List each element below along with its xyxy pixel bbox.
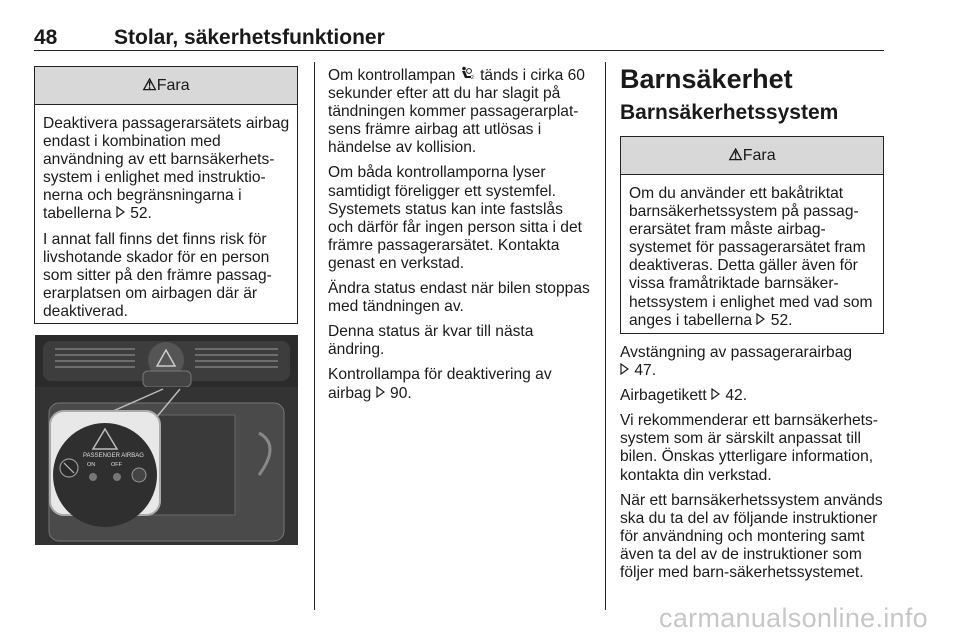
page-ref-arrow-icon (756, 312, 766, 330)
page-reference-link[interactable]: 52. (130, 205, 152, 223)
page-ref-arrow-icon (376, 385, 386, 403)
paragraph: Vi rekommenderar ett barnsäkerhets-system som är särskilt anpassat till bilen. Önskas ytterligare information, kontakta din verkstad. (620, 412, 878, 484)
warning-body (621, 175, 883, 343)
page-ref-arrow-icon (711, 387, 721, 405)
warning-paragraph: Deaktivera passagerarsätets airbag endast i kombination med användning av ett barnsäkerhets-system i enlighet med instruktio-nerna och begränsningarna i tabellerna 52. (43, 115, 290, 223)
subsection-heading: Barnsäkerhetssystem (620, 101, 839, 124)
paragraph: Om båda kontrollamporna lyser samtidigt föreligger ett systemfel. Systemets status kan inte fastslås och därför får ingen person sitta i det främre passagerarsätet. Kontakta genast en verkstad. (328, 164, 582, 272)
page-number: 48 (34, 26, 58, 49)
page-reference-link[interactable]: 90. (390, 384, 412, 402)
figure-label-off: OFF (111, 462, 122, 468)
page-ref-arrow-icon (116, 205, 126, 223)
warning-icon: ⚠ (142, 77, 157, 94)
paragraph: Airbagetikett 42. (620, 387, 748, 405)
paragraph: Denna status är kvar till nästa ändring. (328, 323, 534, 359)
warning-header (621, 137, 883, 175)
paragraph: Om kontrollampan 2 tänds i cirka 60 sekunder efter att du har slagit på tändningen kommer passagerarplat-sens främre airbag att utlösas i händelse av kollision. (328, 67, 585, 157)
paragraph: När ett barnsäkerhetssystem används ska du ta del av följande instruktioner för användning och montering samt även ta del av de instruktioner som följer med barn-säkerhetssystemet. (620, 491, 883, 582)
column-divider-2 (605, 62, 606, 610)
left-column (34, 66, 298, 324)
airbag-indicator-photo (35, 335, 298, 545)
warning-header (35, 67, 297, 105)
paragraph: Avstängning av passagerarairbag 47. (620, 344, 853, 380)
figure-label-passenger-airbag: PASSENGER AIRBAG (83, 453, 144, 459)
section-heading: Barnsäkerhet (620, 64, 793, 94)
warning-label: Fara (742, 147, 776, 164)
middle-column (328, 66, 592, 410)
warning-paragraph: I annat fall finns det finns risk för livshotande skador för en person som sitter på den främre passag-erarplatsen om airbagen där är deaktiverad. (43, 230, 272, 320)
page-reference-link[interactable]: 42. (725, 387, 748, 405)
warning-label: Fara (156, 77, 190, 94)
page-reference-link[interactable]: 52. (770, 311, 793, 329)
watermark: carmanualsonline.info (659, 603, 928, 633)
warning-icon: ⚠ (728, 147, 743, 164)
warning-box (620, 136, 884, 334)
warning-body (35, 105, 297, 334)
airbag-off-indicator-icon (460, 67, 476, 84)
column-divider-1 (314, 62, 315, 610)
warning-paragraph: Om du använder ett bakåtriktat barnsäkerhetssystem på passag-erarsätet fram måste airbag-systemet för passagerarsätet fram deaktiveras. Detta gäller även för vissa framåtriktade barnsäker-hetssystem i enlighet med vad som anges i tabellerna 52. (629, 185, 873, 329)
paragraph: Ändra status endast när bilen stoppas med tändningen av. (328, 280, 590, 316)
warning-box (34, 66, 298, 324)
svg-text:2: 2 (470, 75, 474, 80)
figure-label-on: ON (87, 462, 96, 468)
paragraph: Kontrollampa för deaktivering av airbag 90. (328, 366, 552, 402)
right-column (620, 64, 884, 589)
page-reference-link[interactable]: 47. (634, 362, 657, 380)
header-rule (34, 50, 884, 51)
page-ref-arrow-icon (620, 362, 630, 380)
running-head: Stolar, säkerhetsfunktioner (114, 26, 385, 49)
